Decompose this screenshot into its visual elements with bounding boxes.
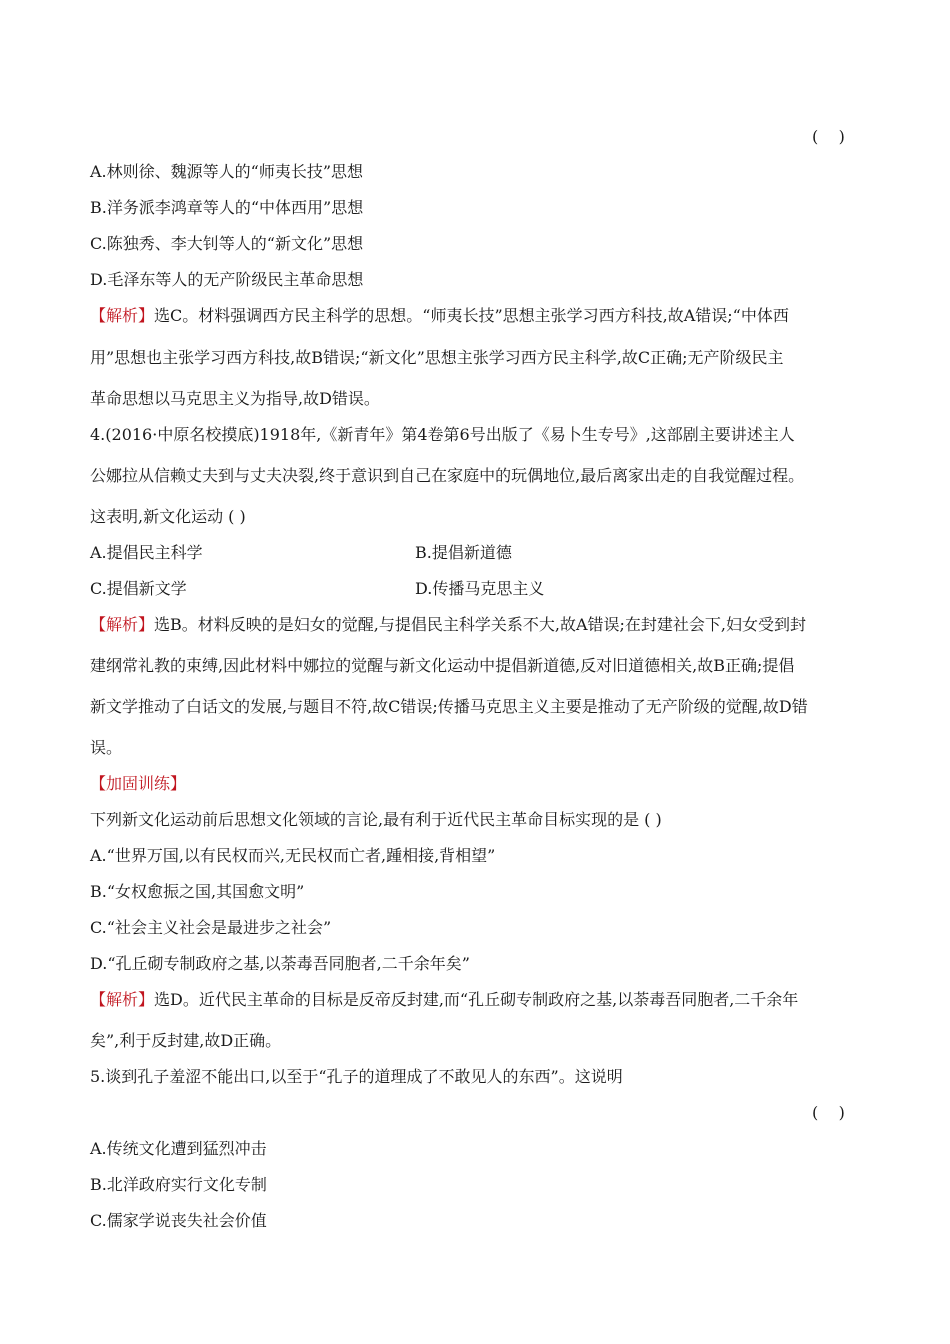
q4-option-c: C.提倡新文学 — [90, 579, 187, 598]
q5-answer-paren: ( ) — [812, 1103, 845, 1122]
q3-analysis-line-1: 【解析】选C。材料强调西方民主科学的思想。“师夷长技”思想主张学习西方科技,故A错误;“中体西 — [90, 306, 789, 325]
training-option-b: B.“女权愈振之国,其国愈文明” — [90, 882, 305, 901]
q3-option-a: A.林则徐、魏源等人的“师夷长技”思想 — [90, 162, 364, 181]
q4-option-b: B.提倡新道德 — [415, 543, 512, 562]
q4-stem-line-1: 4.(2016·中原名校摸底)1918年,《新青年》第4卷第6号出版了《易卜生专号》,这部剧主要讲述主人 — [90, 425, 795, 444]
q4-option-d: D.传播马克思主义 — [415, 579, 545, 598]
q4-options-row-2 — [90, 579, 545, 599]
q4-analysis-tag: 【解析】 — [90, 615, 155, 634]
q4-options-row-1 — [90, 543, 512, 563]
q4-analysis-line-2: 建纲常礼教的束缚,因此材料中娜拉的觉醒与新文化运动中提倡新道德,反对旧道德相关,故B正确;提倡 — [90, 656, 795, 675]
q4-analysis-line-4: 误。 — [90, 738, 123, 757]
q4-option-a: A.提倡民主科学 — [90, 543, 203, 562]
q3-analysis-line-2: 用”思想也主张学习西方科技,故B错误;“新文化”思想主张学习西方民主科学,故C正确;无产阶级民主 — [90, 348, 784, 367]
q5-option-a: A.传统文化遭到猛烈冲击 — [90, 1139, 267, 1158]
q3-analysis-line-3: 革命思想以马克思主义为指导,故D错误。 — [90, 389, 380, 408]
training-option-c: C.“社会主义社会是最进步之社会” — [90, 918, 332, 937]
q5-stem: 5.谈到孔子羞涩不能出口,以至于“孔子的道理成了不敢见人的东西”。这说明 — [90, 1067, 623, 1086]
q4-analysis-line-3: 新文学推动了白话文的发展,与题目不符,故C错误;传播马克思主义主要是推动了无产阶级的觉醒,故D错 — [90, 697, 808, 716]
q3-option-b: B.洋务派李鸿章等人的“中体西用”思想 — [90, 198, 364, 217]
q4-analysis-line-1: 【解析】选B。材料反映的是妇女的觉醒,与提倡民主科学关系不大,故A错误;在封建社会下,妇女受到封 — [90, 615, 806, 634]
q3-option-d: D.毛泽东等人的无产阶级民主革命思想 — [90, 270, 364, 289]
q5-option-b: B.北洋政府实行文化专制 — [90, 1175, 267, 1194]
training-option-d: D.“孔丘砌专制政府之基,以荼毒吾同胞者,二千余年矣” — [90, 954, 470, 973]
training-analysis-tag: 【解析】 — [90, 990, 155, 1009]
training-analysis-line-1: 【解析】选D。近代民主革命的目标是反帝反封建,而“孔丘砌专制政府之基,以荼毒吾同胞者,二千余年 — [90, 990, 799, 1009]
q3-answer-paren: ( ) — [812, 127, 845, 146]
training-analysis-line-2: 矣”,利于反封建,故D正确。 — [90, 1031, 282, 1050]
q3-option-c: C.陈独秀、李大钊等人的“新文化”思想 — [90, 234, 364, 253]
q4-stem-line-3: 这表明,新文化运动 ( ) — [90, 507, 246, 526]
training-stem: 下列新文化运动前后思想文化领域的言论,最有利于近代民主革命目标实现的是 ( ) — [90, 810, 662, 829]
q5-option-c: C.儒家学说丧失社会价值 — [90, 1211, 267, 1230]
training-heading: 【加固训练】 — [90, 774, 187, 793]
training-option-a: A.“世界万国,以有民权而兴,无民权而亡者,踵相接,背相望” — [90, 846, 496, 865]
q4-stem-line-2: 公娜拉从信赖丈夫到与丈夫决裂,终于意识到自己在家庭中的玩偶地位,最后离家出走的自我觉醒过程。 — [90, 466, 805, 485]
q3-analysis-tag: 【解析】 — [90, 306, 155, 325]
